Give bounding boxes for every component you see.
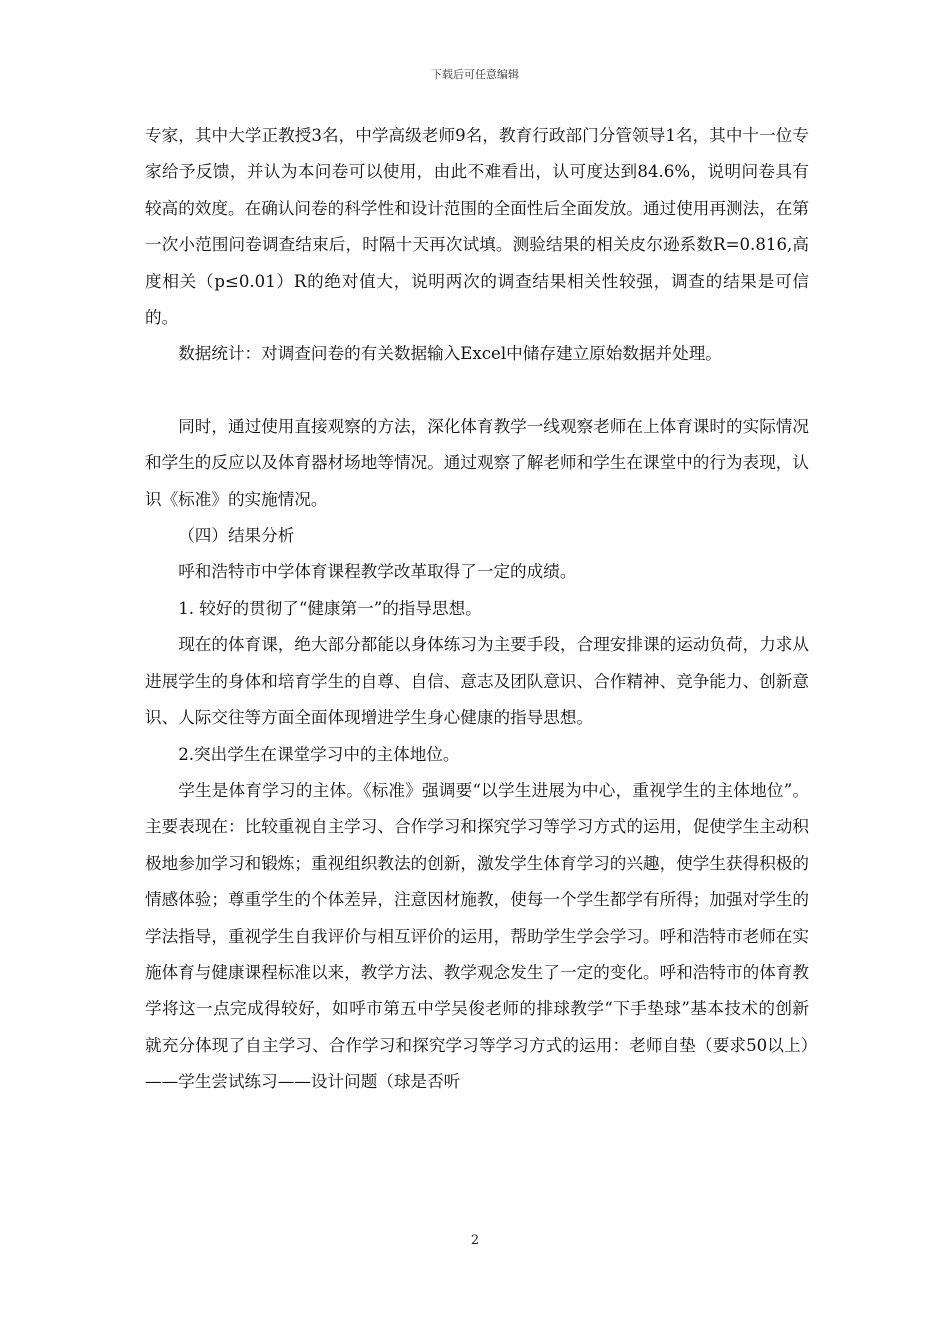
- page-header: 下载后可任意编辑: [431, 68, 519, 81]
- subheading-student-subject: 2.突出学生在课堂学习中的主体地位。: [178, 744, 460, 764]
- document-body: [145, 118, 809, 1101]
- paragraph-student-subject: 学生是体育学习的主体。《标准》强调要“以学生进展为中心，重视学生的主体地位”。主要表现在：比较重视自主学习、合作学习和探究学习等学习方式的运用，促使学生主动积极地参加学习和锻炼；重视组织教法的创新，激发学生体育学习的兴趣，使学生获得积极的情感体验；尊重学生的个体差异，注意因材施教，使每一个学生都学有所得；加强对学生的学法指导，重视学生自我评价与相互评价的运用，帮助学生学会学习。呼和浩特市老师在实施体育与健康课程标准以来，教学方法、教学观念发生了一定的变化。呼和浩特市的体育教学将这一点完成得较好，如呼市第五中学吴俊老师的排球教学“下手垫球”基本技术的创新就充分体现了自主学习、合作学习和探究学习等学习方式的运用：老师自垫（要求50以上）——学生尝试练习——设计问题（球是否听: [145, 780, 809, 1092]
- paragraph-health-first: 现在的体育课，绝大部分都能以身体练习为主要手段，合理安排课的运动负荷，力求从进展学生的身体和培育学生的自尊、自信、意志及团队意识、合作精神、竞争能力、创新意识、人际交往等方面全面体现增进学生身心健康的指导思想。: [145, 635, 809, 728]
- paragraph-results-intro: 呼和浩特市中学体育课程教学改革取得了一定的成绩。: [178, 562, 577, 582]
- paragraph-expert-validity: 专家，其中大学正教授3名，中学高级老师9名，教育行政部门分管领导1名，其中十一位专家给予反馈，并认为本问卷可以使用，由此不难看出，认可度达到84.6%，说明问卷具有较高的效度。在确认问卷的科学性和设计范围的全面性后全面发放。通过使用再测法，在第一次小范围问卷调查结束后，时隔十天再次试填。测验结果的相关皮尔逊系数R=0.816,高度相关（p≤0.01）R的绝对值大，说明两次的调查结果相关性较强，调查的结果是可信的。: [145, 126, 809, 328]
- page-number: 2: [470, 1233, 480, 1248]
- subheading-health-first: 1. 较好的贯彻了“健康第一”的指导思想。: [178, 598, 482, 618]
- section-heading-results: （四）结果分析: [178, 526, 295, 546]
- paragraph-observation-method: 同时，通过使用直接观察的方法，深化体育教学一线观察老师在上体育课时的实际情况和学生的反应以及体育器材场地等情况。通过观察了解老师和学生在课堂中的行为表现，认识《标准》的实施情况。: [145, 416, 809, 509]
- paragraph-data-statistics: 数据统计：对调查问卷的有关数据输入Excel中储存建立原始数据并处理。: [178, 344, 722, 364]
